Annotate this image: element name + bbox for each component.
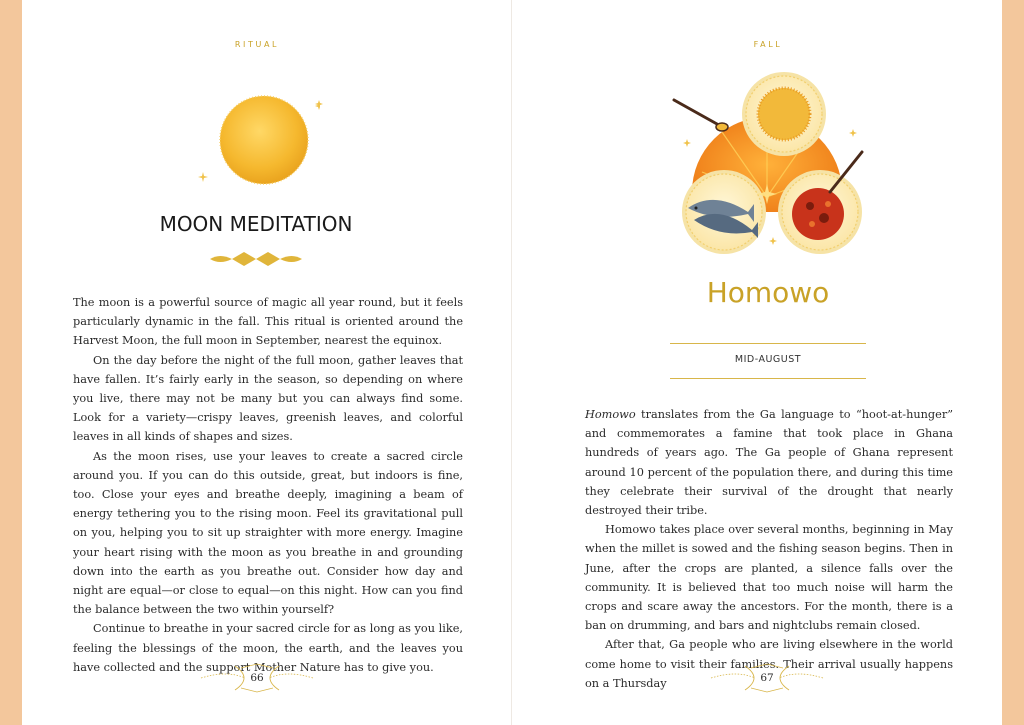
page-number: 66 (250, 672, 264, 684)
paragraph: Continue to breathe in your sacred circle for as long as you like, feeling the blessings of the moon, the earth, and the leaves you have collected and the support Mother Nature has to give you. (73, 622, 463, 674)
left-section-label: RITUAL (234, 40, 280, 49)
folio-right (707, 662, 827, 694)
paragraph: On the day before the night of the full moon, gather leaves that have fallen. It’s fairly early in the season, so depending on where you live, there may not be many but you can always find some. Look for a variety—crispy leaves, greenish leaves, and colorful leaves in all kinds of shapes and sizes. (73, 353, 463, 444)
homowo-dishes-icon (662, 62, 872, 267)
paragraph-text: translates from the Ga language to “hoot-at-hunger” and commemorates a famine that took place in Ghana hundreds of years ago. The Ga people of Ghana represent around 10 percent of the population there, and during this time they celebrate their survival of the drought that nearly destroyed their tribe. (585, 408, 953, 518)
holiday-date: MID-AUGUST (734, 354, 802, 365)
holiday-title: Homowo (706, 276, 830, 309)
sparkle-icon (198, 172, 208, 182)
moon-icon (208, 95, 320, 185)
italic-term: Homowo (585, 408, 636, 421)
paragraph: After that, Ga people who are living elsewhere in the world come home to visit their families. Their arrival usually happens on a Thursday (585, 638, 953, 690)
paragraph: As the moon rises, use your leaves to create a sacred circle around you. If you can do this outside, great, but indoors is fine, too. Close your eyes and breathe deeply, imagining a beam of energy tethering you to the rising moon. Feel its gravitational pull on you, helping you to sit up straighter with more energy. Imagine your heart rising with the moon as you breathe in and grounding down into the earth as you breathe out. Consider how day and night are equal—or close to equal—on this night. How can you find the balance between the two within yourself? (73, 449, 463, 617)
right-body-text (585, 405, 953, 693)
ritual-heading: MOON MEDITATION (159, 212, 353, 236)
right-section-label: FALL (753, 40, 783, 49)
paragraph (585, 405, 953, 520)
paragraph: The moon is a powerful source of magic all year round, but it feels particularly dynamic in the fall. This ritual is oriented around the Harvest Moon, the full moon in September, nearest the equinox. (73, 296, 463, 348)
divider (670, 378, 866, 379)
divider (670, 343, 866, 344)
right-page (512, 0, 1002, 725)
folio-left (197, 662, 317, 694)
diamond-ornament-icon (208, 250, 304, 268)
sparkle-icon (315, 100, 323, 108)
left-page (22, 0, 512, 725)
paragraph: Homowo takes place over several months, beginning in May when the millet is sowed and the fishing season begins. Then in June, after the crops are planted, a silence falls over the community. It is believed that too much noise will harm the crops and scare away the ancestors. For the month, there is a ban on drumming, and bars and nightclubs remain closed. (585, 523, 953, 633)
page-number: 67 (760, 672, 774, 684)
left-body-text (73, 293, 463, 677)
